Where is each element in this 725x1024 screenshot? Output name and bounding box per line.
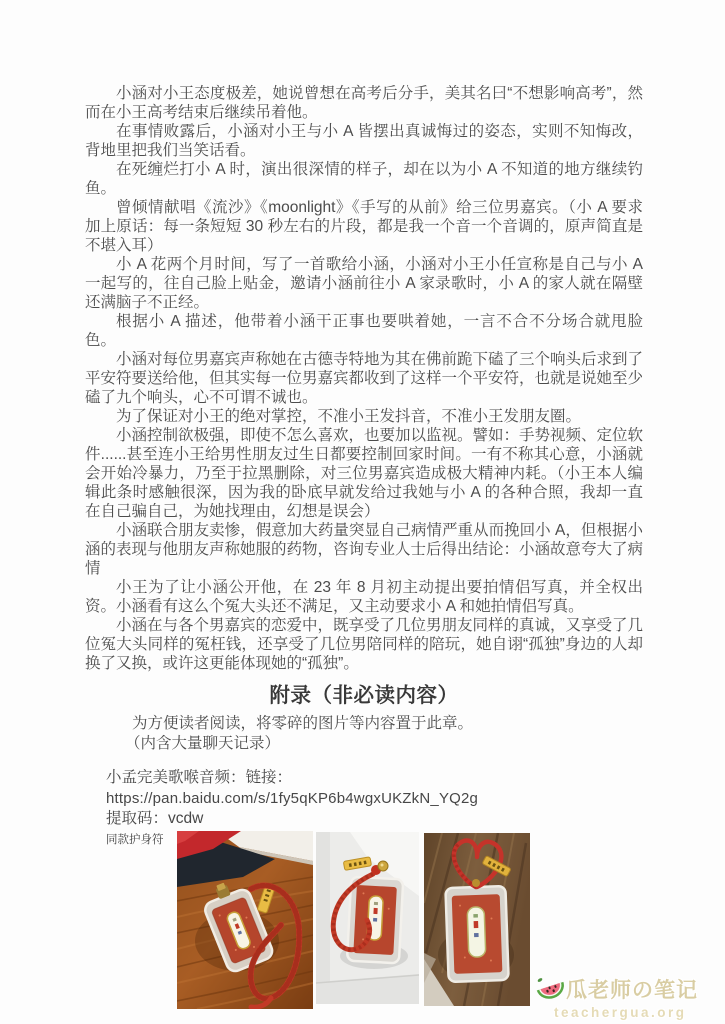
- paragraph: 小涵联合朋友卖惨，假意加大药量突显自己病情严重从而挽回小 A，但根据小涵的表现与他朋友声称她服的药物，咨询专业人士后得出结论：小涵故意夸大了病情: [85, 522, 644, 577]
- watermelon-icon: [536, 976, 566, 1003]
- paragraph: 小涵在与各个男嘉宾的恋爱中，既享受了几位男朋友同样的真诚，又享受了几位冤大头同样的冤枉钱，还享受了几位男陪同样的陪玩，她自诩“孤独”身边的人却换了又换，或许这更能体现她的“孤独”。: [85, 617, 644, 672]
- paragraph: 小涵控制欲极强，即使不怎么喜欢，也要加以监视。譬如：手势视频、定位软件......甚至连小王给男性朋友过生日都要控制回家时间。一有不称其心意，小涵就会开始冷暴力，乃至于拉黑删除，对三位男嘉宾造成极大精神内耗。（小王本人编辑此条时感触很深，因为我的卧底早就发给过我她与小 A 的各种合照，我却一直在自己骗自己，为她找理由，幻想是误会）: [85, 427, 644, 520]
- audio-link-block: [106, 768, 626, 830]
- amulet-photo-desk: [177, 831, 313, 1009]
- paragraph: 曾倾情献唱《流沙》《moonlight》《手写的从前》给三位男嘉宾。（小 A 要求加上原话：每一条短短 30 秒左右的片段，都是我一个音一个音调的，原声简直是不堪入耳）: [85, 199, 643, 254]
- paragraph: 为了保证对小王的绝对掌控，不准小王发抖音，不准小王发朋友圈。: [116, 408, 582, 425]
- appendix-intro-line: （内含大量聊天记录）: [125, 735, 281, 752]
- paragraph: 在事情败露后，小涵对小王与小 A 皆摆出真诚悔过的姿态，实则不知悔改，背地里把我们当笑话看。: [85, 123, 643, 159]
- paragraph: 根据小 A 描述，他带着小涵干正事也要哄着她，一言不合不分场合就甩脸色。: [85, 313, 643, 349]
- appendix-heading: 附录（非必读内容）: [269, 684, 459, 707]
- watermark-site-url: teachergua.org: [554, 1005, 687, 1020]
- paragraph: 小涵对小王态度极差，她说曾想在高考后分手，美其名曰“不想影响高考”，然而在小王高考结束后继续吊着他。: [85, 85, 643, 121]
- paragraph: 小王为了让小涵公开他，在 23 年 8 月初主动提出要拍情侣写真，并全权出资。小涵看有这么个冤大头还不满足，又主动要求小 A 和她拍情侣写真。: [85, 579, 643, 615]
- baidu-pan-link[interactable]: https://pan.baidu.com/s/1fy5qKP6b4wgxUKZkN_YQ2g: [106, 789, 479, 807]
- appendix-intro-line: 为方便读者阅读，将零碎的图片等内容置于此章。: [132, 715, 474, 732]
- audio-extract-code: 提取码：vcdw: [106, 810, 204, 827]
- photos-caption: 同款护身符: [106, 834, 164, 846]
- amulet-photo-paper: [316, 832, 419, 1004]
- paragraph: 小 A 花两个月时间，写了一首歌给小涵，小涵对小王小任宣称是自己与小 A 一起写的，往自己脸上贴金，邀请小涵前往小 A 家录歌时，小 A 的家人就在隔壁还满脑子不正经。: [85, 256, 643, 311]
- paragraph: 小涵对每位男嘉宾声称她在古德寺特地为其在佛前跪下磕了三个响头后求到了平安符要送给他，但其实每一位男嘉宾都收到了这样一个平安符，也就是说她至少磕了九个响头，心不可谓不诚也。: [85, 351, 644, 406]
- site-watermark: [536, 974, 721, 1020]
- watermark-title: 瓜老师の笔记: [566, 979, 698, 1002]
- amulet-photo-wood: [424, 833, 530, 1006]
- paragraph: 在死缠烂打小 A 时，演出很深情的样子，却在以为小 A 不知道的地方继续钓鱼。: [85, 161, 643, 197]
- audio-title: 小孟完美歌喉音频：链接：: [106, 769, 293, 786]
- appendix-intro: [85, 714, 643, 754]
- main-text: [85, 84, 643, 673]
